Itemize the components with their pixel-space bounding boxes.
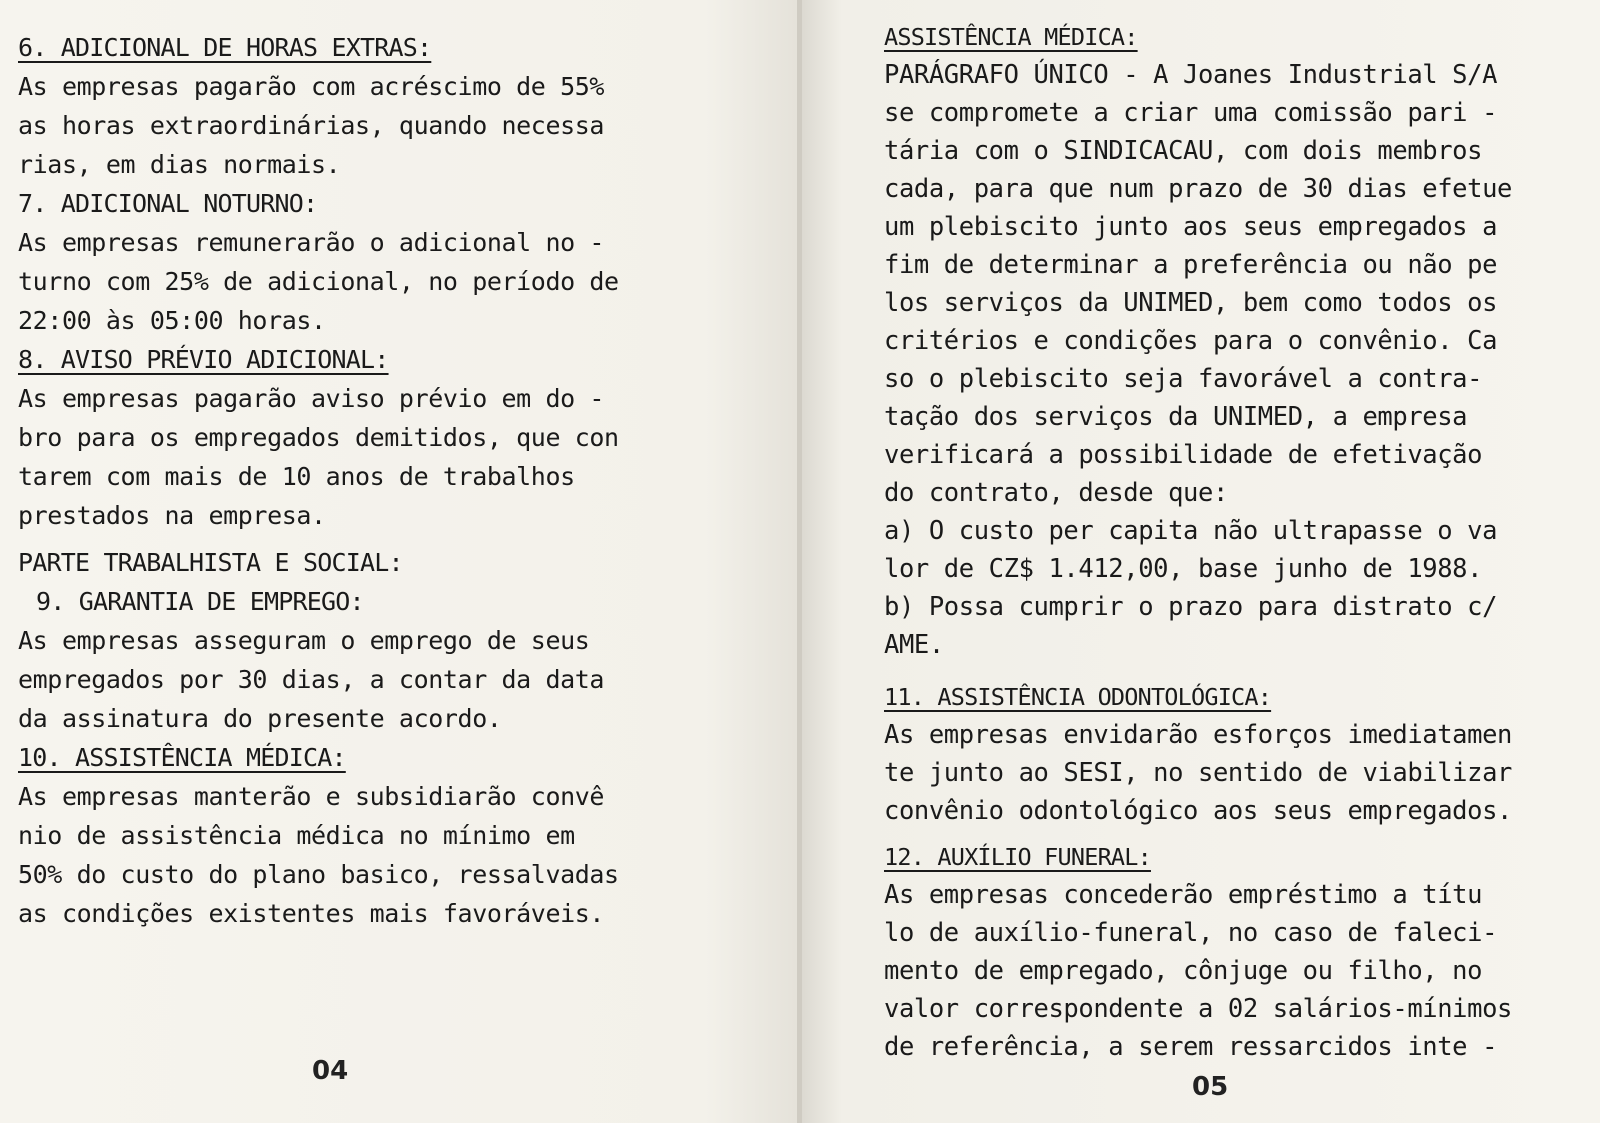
text-line: as horas extraordinárias, quando necessa (18, 111, 605, 140)
text-line: valor correspondente a 02 salários-mínimos (884, 994, 1512, 1024)
text-line: te junto ao SESI, no sentido de viabilizar (884, 758, 1512, 788)
text-line: As empresas pagarão com acréscimo de 55% (18, 72, 605, 101)
text-line: PARÁGRAFO ÚNICO - A Joanes Industrial S/A (884, 60, 1498, 90)
text-line: b) Possa cumprir o prazo para distrato c/ (884, 592, 1498, 622)
text-line: a) O custo per capita não ultrapasse o va (884, 516, 1498, 546)
text-line: da assinatura do presente acordo. (18, 704, 502, 733)
text-line: critérios e condições para o convênio. Ca (884, 326, 1498, 356)
heading-medical-assistance-cont: ASSISTÊNCIA MÉDICA: (884, 23, 1138, 51)
text-line: tarem com mais de 10 anos de trabalhos (18, 462, 575, 491)
text-line: tação dos serviços da UNIMED, a empresa (884, 402, 1468, 432)
text-line: empregados por 30 dias, a contar da data (18, 665, 605, 694)
text-line: bro para os empregados demitidos, que con (18, 423, 619, 452)
heading-overtime: 6. ADICIONAL DE HORAS EXTRAS: (18, 33, 432, 62)
text-line: um plebiscito junto aos seus empregados a (884, 212, 1498, 242)
page-number-left: 04 (312, 1056, 349, 1086)
heading-medical-assistance: 10. ASSISTÊNCIA MÉDICA: (18, 743, 346, 772)
text-line: de referência, a serem ressarcidos inte - (884, 1032, 1498, 1062)
text-line: rias, em dias normais. (18, 150, 341, 179)
heading-funeral-aid: 12. AUXÍLIO FUNERAL: (884, 843, 1151, 871)
text-line: nio de assistência médica no mínimo em (18, 821, 575, 850)
page-right (802, 0, 1600, 1123)
text-line: so o plebiscito seja favorável a contra- (884, 364, 1483, 394)
text-line: As empresas remunerarão o adicional no - (18, 228, 605, 257)
text-line: do contrato, desde que: (884, 478, 1228, 508)
text-line: AME. (884, 630, 944, 660)
text-line: convênio odontológico aos seus empregados. (884, 796, 1512, 826)
page-number-right: 05 (1192, 1072, 1229, 1102)
text-line: As empresas envidarão esforços imediatamen (884, 720, 1512, 750)
text-line: as condições existentes mais favoráveis. (18, 899, 605, 928)
text-line: As empresas asseguram o emprego de seus (18, 626, 590, 655)
text-line: As empresas concederão empréstimo a títu (884, 880, 1483, 910)
text-line: 22:00 às 05:00 horas. (18, 306, 326, 335)
text-line: As empresas pagarão aviso prévio em do - (18, 384, 605, 413)
text-line: 50% do custo do plano basico, ressalvadas (18, 860, 619, 889)
text-line: tária com o SINDICACAU, com dois membros (884, 136, 1483, 166)
text-line: cada, para que num prazo de 30 dias efetue (884, 174, 1512, 204)
heading-labor-section: PARTE TRABALHISTA E SOCIAL: (18, 548, 403, 577)
text-line: prestados na empresa. (18, 501, 326, 530)
right-text-column (884, 18, 1584, 1066)
heading-dental-assistance: 11. ASSISTÊNCIA ODONTOLÓGICA: (884, 683, 1272, 711)
text-line: se compromete a criar uma comissão pari - (884, 98, 1498, 128)
text-line: turno com 25% de adicional, no período de (18, 267, 619, 296)
text-line: As empresas manterão e subsidiarão convê (18, 782, 605, 811)
text-line: lo de auxílio-funeral, no caso de faleci- (884, 918, 1498, 948)
text-line: mento de empregado, cônjuge ou filho, no (884, 956, 1483, 986)
text-line: verificará a possibilidade de efetivação (884, 440, 1483, 470)
heading-job-guarantee: 9. GARANTIA DE EMPREGO: (36, 587, 364, 616)
left-text-column (18, 28, 708, 933)
heading-night-shift: 7. ADICIONAL NOTURNO: (18, 189, 318, 218)
text-line: lor de CZ$ 1.412,00, base junho de 1988. (884, 554, 1483, 584)
text-line: fim de determinar a preferência ou não pe (884, 250, 1498, 280)
text-line: los serviços da UNIMED, bem como todos os (884, 288, 1498, 318)
heading-notice: 8. AVISO PRÉVIO ADICIONAL: (18, 345, 389, 374)
